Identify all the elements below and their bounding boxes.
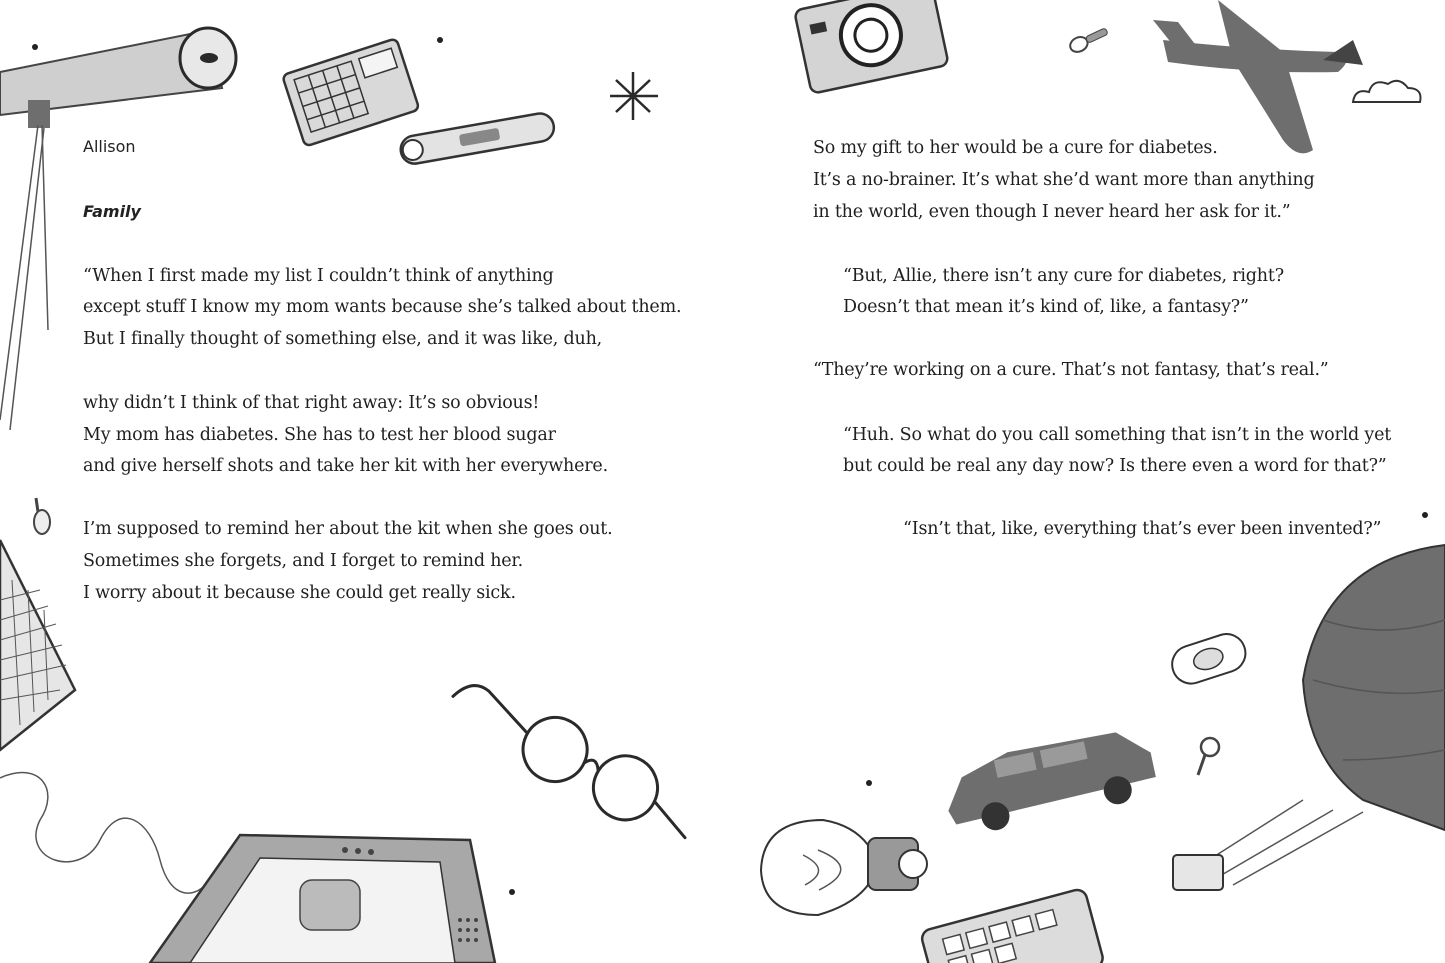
paragraph-line: “Huh. So what do you call something that isn’t in the world yet bbox=[843, 425, 1392, 445]
sparkle-icon bbox=[610, 72, 658, 120]
magnifier-icon bbox=[1198, 738, 1219, 775]
hot-air-balloon-icon bbox=[1173, 545, 1445, 890]
paragraph-line: but could be real any day now? Is there even a word for that?” bbox=[843, 456, 1387, 476]
calculator-icon bbox=[282, 38, 419, 146]
paragraph-line: “But, Allie, there isn’t any cure for diabetes, right? bbox=[843, 266, 1284, 286]
pill-icon bbox=[1167, 629, 1250, 688]
paragraph-line: and give herself shots and take her kit with her everywhere. bbox=[83, 456, 608, 476]
left-page bbox=[0, 0, 722, 963]
lightbulb-icon bbox=[761, 820, 927, 915]
paragraph-line: So my gift to her would be a cure for diabetes. bbox=[813, 138, 1218, 158]
right-page bbox=[723, 0, 1445, 963]
paragraph-line: “They’re working on a cure. That’s not fantasy, that’s real.” bbox=[813, 360, 1329, 380]
magnifier-icon bbox=[34, 498, 50, 534]
section-name: Allison bbox=[83, 137, 136, 156]
paragraph-line: except stuff I know my mom wants because she’s talked about them. bbox=[83, 297, 682, 317]
cloud-icon bbox=[1353, 81, 1421, 102]
section-category: Family bbox=[83, 202, 141, 221]
glucose-meter-icon bbox=[399, 111, 557, 165]
paragraph-line: “Isn’t that, like, everything that’s ever been invented?” bbox=[903, 519, 1382, 539]
paragraph-line: why didn’t I think of that right away: It’s so obvious! bbox=[83, 393, 540, 413]
tablet-icon bbox=[150, 835, 495, 963]
phone-icon bbox=[920, 888, 1105, 963]
paragraph-line: Sometimes she forgets, and I forget to remind her. bbox=[83, 551, 524, 571]
eyeglasses-icon bbox=[435, 672, 709, 849]
camera-icon bbox=[794, 0, 949, 94]
paragraph-line: “When I first made my list I couldn’t think of anything bbox=[83, 266, 554, 286]
airplane-icon bbox=[1153, 0, 1363, 153]
paragraph-line: I’m supposed to remind her about the kit when she goes out. bbox=[83, 519, 613, 539]
keyboard-icon bbox=[0, 540, 75, 750]
cable-icon bbox=[0, 773, 210, 894]
paragraph-line: But I finally thought of something else, and it was like, duh, bbox=[83, 329, 603, 349]
paragraph-line: My mom has diabetes. She has to test her blood sugar bbox=[83, 425, 556, 445]
car-icon bbox=[939, 723, 1160, 839]
telescope-icon bbox=[0, 28, 236, 430]
paragraph-line: It’s a no-brainer. It’s what she’d want more than anything bbox=[813, 170, 1315, 190]
paragraph-line: I worry about it because she could get really sick. bbox=[83, 583, 516, 603]
paragraph-line: in the world, even though I never heard her ask for it.” bbox=[813, 202, 1291, 222]
paragraph-line: Doesn’t that mean it’s kind of, like, a fantasy?” bbox=[843, 297, 1249, 317]
key-icon bbox=[1068, 25, 1110, 55]
